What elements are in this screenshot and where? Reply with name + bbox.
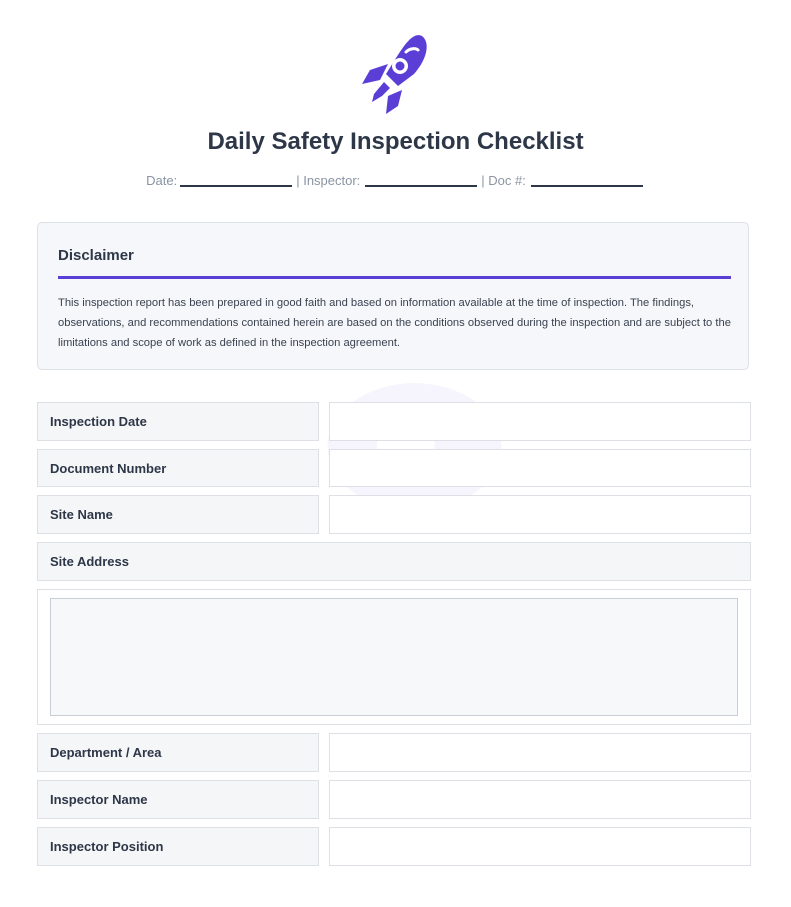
inspection-date-input[interactable]	[329, 402, 751, 441]
inspector-label: | Inspector:	[296, 173, 361, 188]
document-number-input[interactable]	[329, 449, 751, 487]
inspector-position-label: Inspector Position	[37, 827, 319, 866]
date-label: Date:	[146, 173, 178, 188]
inspector-position-input[interactable]	[329, 827, 751, 866]
document-number-label: Document Number	[37, 449, 319, 487]
date-blank-field[interactable]	[180, 185, 292, 187]
department-area-label: Department / Area	[37, 733, 319, 772]
inspection-date-label: Inspection Date	[37, 402, 319, 441]
inspector-blank-field[interactable]	[365, 185, 477, 187]
inspector-name-input[interactable]	[329, 780, 751, 819]
doc-label: | Doc #:	[481, 173, 526, 188]
site-name-input[interactable]	[329, 495, 751, 534]
rocket-logo-icon	[356, 30, 436, 114]
department-area-input[interactable]	[329, 733, 751, 772]
disclaimer-divider	[58, 276, 731, 279]
disclaimer-box	[37, 222, 749, 370]
doc-blank-field[interactable]	[531, 185, 643, 187]
site-address-label: Site Address	[37, 542, 751, 581]
site-name-label: Site Name	[37, 495, 319, 534]
site-address-container	[37, 589, 751, 725]
disclaimer-text: This inspection report has been prepared in good faith and based on information available at the time of inspection. The findings, observations, and recommendations contained herein are based on the conditions observed during the inspection and are subject to the limitations and scope of work as defined in the inspection agreement.	[58, 297, 731, 349]
header-meta	[0, 173, 791, 188]
site-address-textarea[interactable]	[50, 598, 738, 716]
page-title: Daily Safety Inspection Checklist	[207, 128, 584, 155]
inspector-name-label: Inspector Name	[37, 780, 319, 819]
disclaimer-title: Disclaimer	[58, 247, 134, 264]
